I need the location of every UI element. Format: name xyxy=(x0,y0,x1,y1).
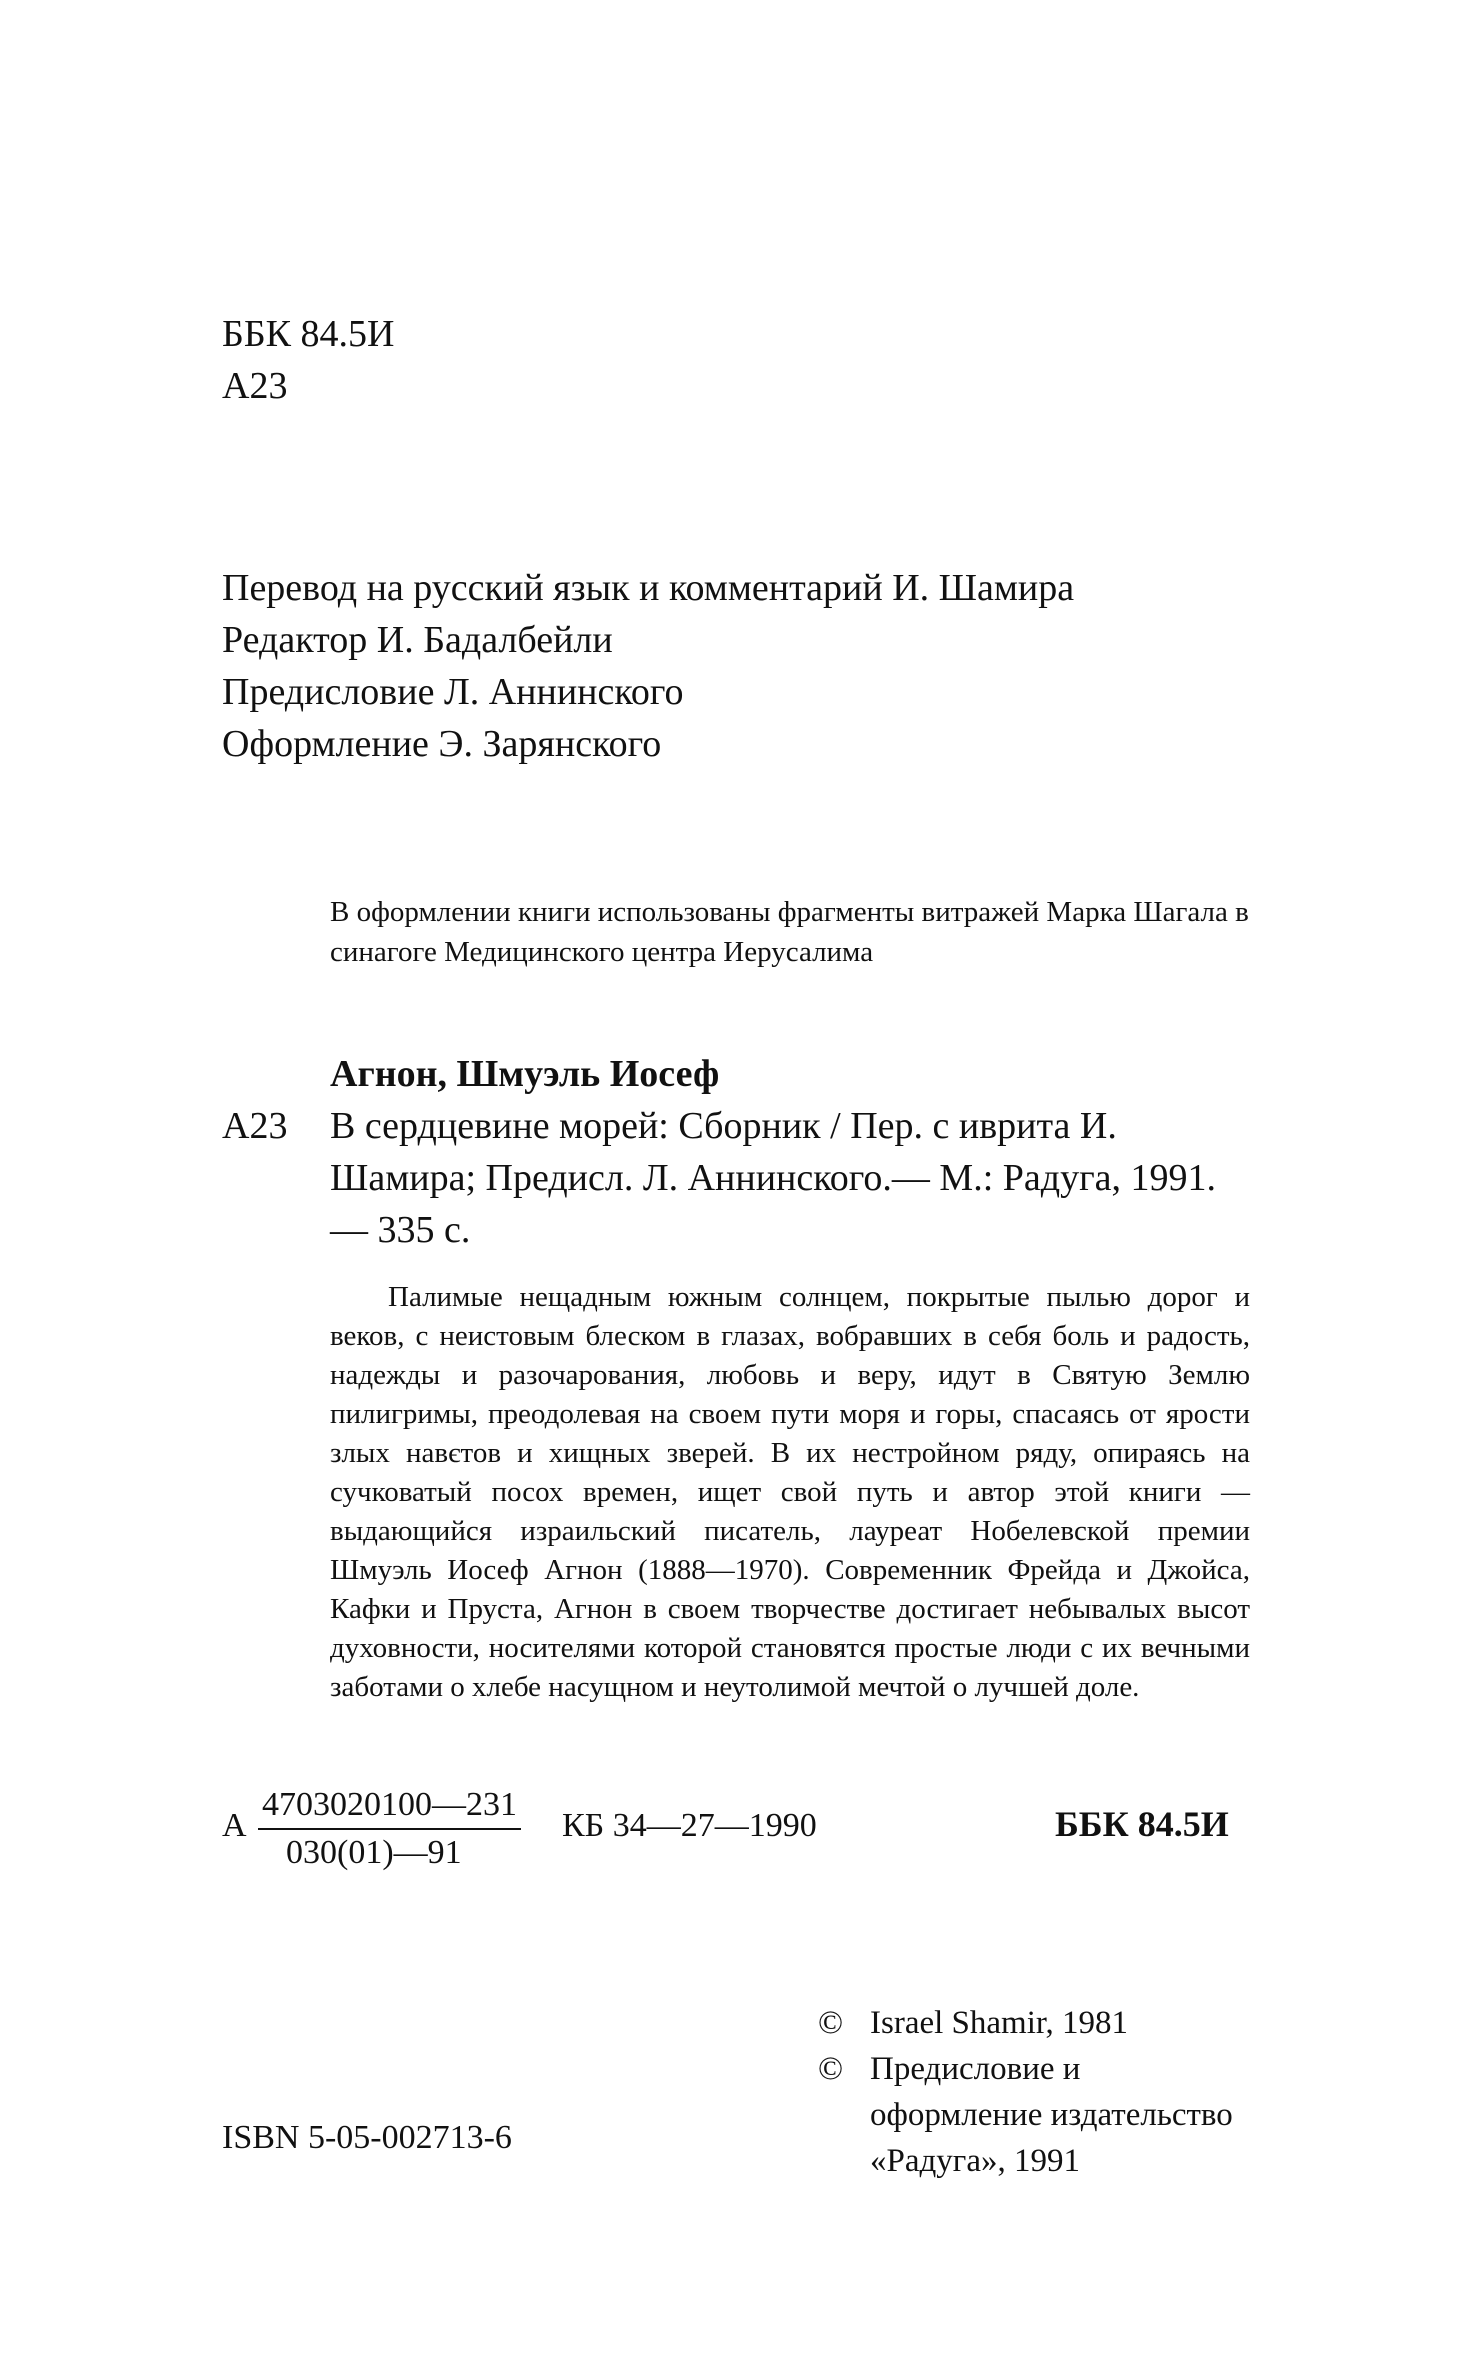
credit-design: Оформление Э. Зарянского xyxy=(222,723,662,765)
annotation-paragraph: Палимые нещадным южным солнцем, покрытые пылью дорог и веков, с неистовым блеском в глазах, вобравших в себя боль и радость, надежды и разочарования, любовь и веру, идут в Святую Землю пилигримы, преодолевая на своем пути моря и горы, спасаясь от ярости злых навєтов и хищных зверей. В их нестройном ряду, опираясь на сучковатый посох времен, ищет свой путь и автор этой книги — выдающийся израильский писатель, лауреат Нобелевской премии Шмуэль Иосеф Агнон (1888—1970). Современник Фрейда и Джойса, Кафки и Пруста, Агнон в своем творчестве достигает небывалых высот духовности, носителями которой становятся простые люди с их вечными заботами о хлебе насущном и неутолимой мечтой о лучшей доле. xyxy=(330,1281,1250,1703)
author-heading: Агнон, Шмуэль Иосеф xyxy=(330,1053,720,1095)
credits-block xyxy=(222,562,1074,770)
copyright-text: Israel Shamir, 1981 xyxy=(870,2005,1129,2041)
publisher-code-letter: А xyxy=(222,1807,247,1844)
publisher-code-denominator: 030(01)—91 xyxy=(286,1834,462,1871)
publisher-code-numerator: 4703020100—231 xyxy=(258,1784,521,1830)
isbn: ISBN 5-05-002713-6 xyxy=(222,2119,512,2156)
author-code-margin: А23 xyxy=(222,1105,288,1147)
bibliographic-entry: В сердцевине морей: Сборник / Пер. с иврита И. Шамира; Предисл. Л. Аннинского.— М.: Радуга, 1991.— 335 с. xyxy=(330,1105,1217,1251)
design-note: В оформлении книги использованы фрагменты витражей Марка Шагала в синагоге Медицинского центра Иерусалима xyxy=(330,896,1249,968)
kb-code: КБ 34—27—1990 xyxy=(562,1807,817,1844)
copyright-text: Предисловие и оформление издательство «Радуга», 1991 xyxy=(870,2051,1233,2179)
bbk-code-bottom: ББК 84.5И xyxy=(1055,1804,1229,1844)
copyright-symbol: © xyxy=(818,2051,844,2087)
credit-translator: Перевод на русский язык и комментарий И. Шамира xyxy=(222,567,1075,609)
copyright-block xyxy=(818,2000,1258,2184)
bbk-code: ББК 84.5И xyxy=(222,313,395,355)
credit-foreword: Предисловие Л. Аннинского xyxy=(222,671,684,713)
bbk-classification-block xyxy=(222,308,394,412)
copyright-symbol: © xyxy=(818,2005,844,2041)
copyright-line xyxy=(818,2046,1258,2184)
credit-editor: Редактор И. Бадалбейли xyxy=(222,619,613,661)
copyright-line xyxy=(818,2000,1258,2046)
publisher-code-fraction xyxy=(258,1784,521,1874)
author-index-code: А23 xyxy=(222,365,288,407)
